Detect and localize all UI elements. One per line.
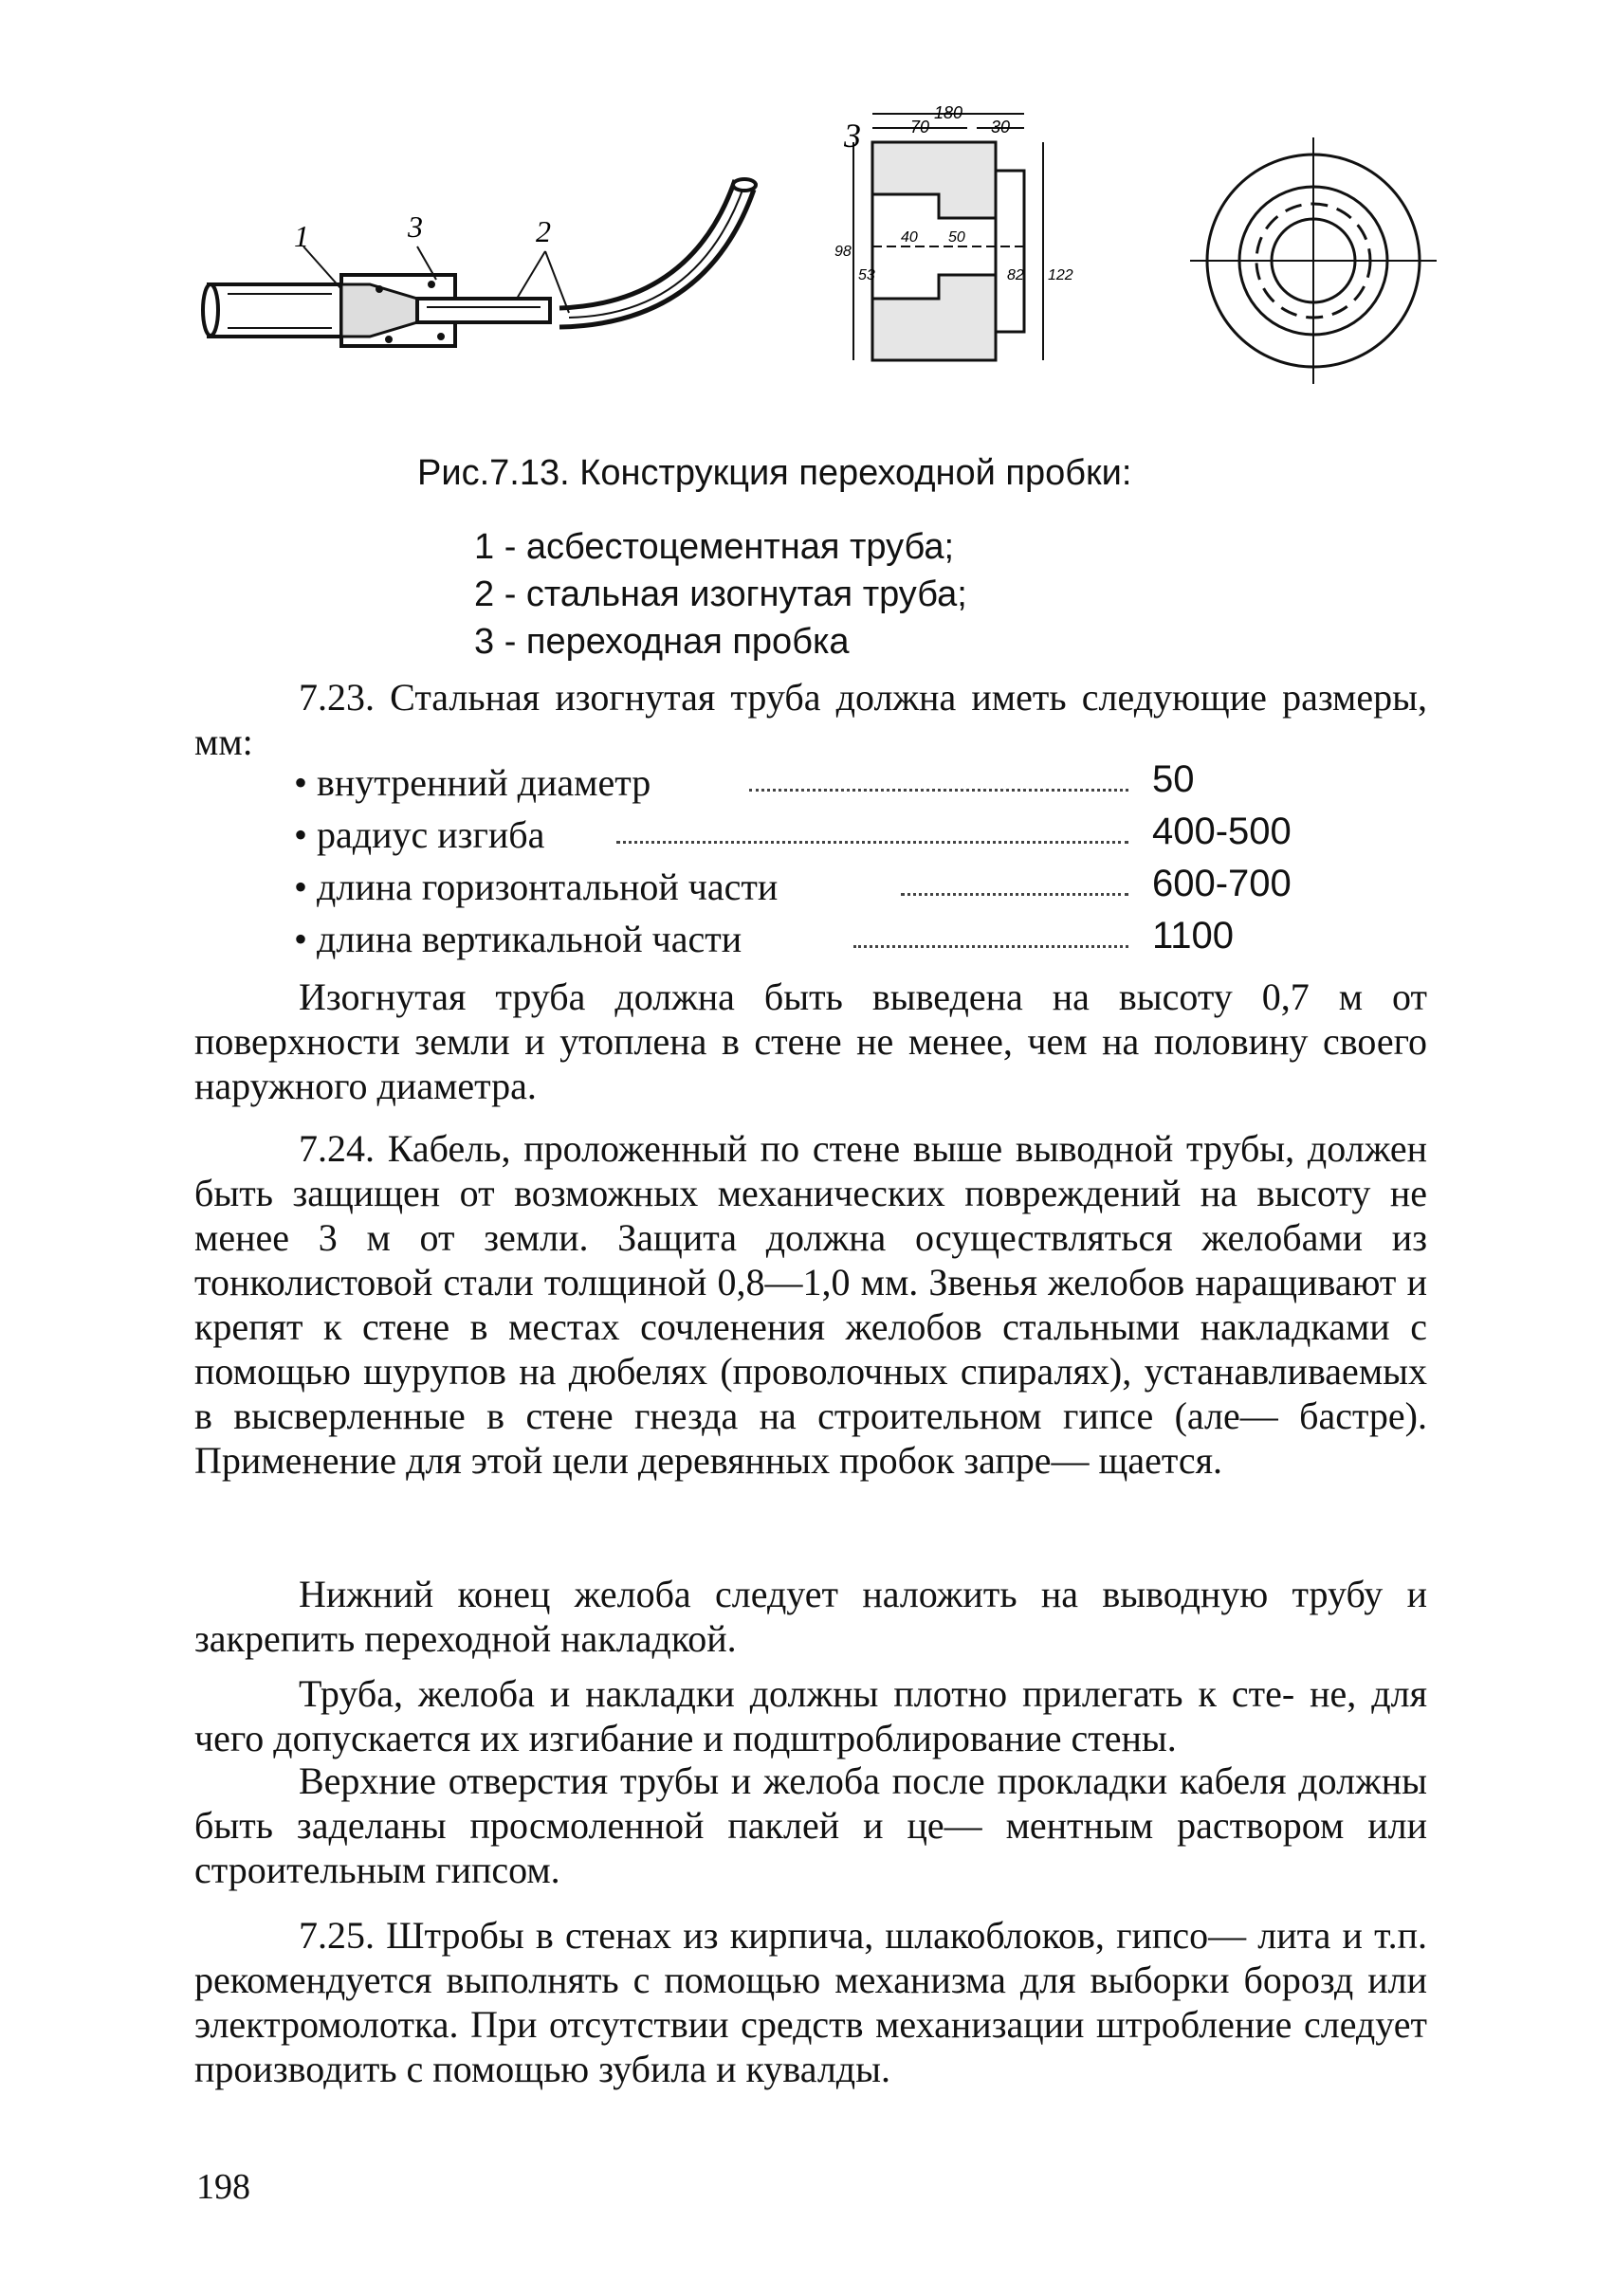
label-1: 1 — [294, 219, 309, 253]
legend-item: 1 - асбестоцементная труба; — [474, 527, 955, 567]
legend-item: 2 - стальная изогнутая труба; — [474, 574, 967, 614]
plug-end-view-drawing — [1190, 137, 1437, 384]
spec-row — [294, 812, 1337, 860]
figure-caption: Рис.7.13. Конструкция переходной пробки: — [417, 453, 1132, 493]
leader-dots — [853, 945, 1128, 948]
dim-70: 70 — [910, 118, 930, 137]
dim-122: 122 — [1048, 267, 1073, 283]
leader-dots — [749, 789, 1128, 792]
section-7-25-p1: 7.25. Штробы в стенах из кирпича, шлакоблоков, гипсо— лита и т.п. рекомендуется выполнять с помощью механизма для выборки борозд или электромолотка. При отсутствии средств механизации штробление следует производить с помощью зубила и кувалды. — [194, 1914, 1427, 2090]
section-7-23-note: Изогнутая труба должна быть выведена на высоту 0,7 м от поверхности земли и утоплена в стене не менее, чем на половину своего наружного диаметра. — [194, 975, 1427, 1107]
pipe-assembly-drawing — [203, 179, 756, 346]
spec-value: 600-700 — [1152, 863, 1292, 904]
spec-row — [294, 760, 1337, 808]
dim-30: 30 — [991, 118, 1011, 137]
spec-value: 400-500 — [1152, 811, 1292, 852]
spec-row — [294, 917, 1337, 964]
spec-label: • длина горизонтальной части — [294, 866, 779, 908]
label-2: 2 — [536, 214, 551, 248]
section-label-3: 3 — [844, 117, 861, 155]
spec-label: • длина вертикальной части — [294, 918, 742, 960]
page-number: 198 — [196, 2167, 250, 2207]
section-7-24-p4: Верхние отверстия трубы и желоба после прокладки кабеля должны быть заделаны просмоленной паклей и це— ментным раствором или строительным гипсом. — [194, 1759, 1427, 1891]
dim-50: 50 — [948, 229, 965, 246]
dim-180: 180 — [934, 104, 963, 122]
leader-dots — [901, 893, 1128, 896]
leader-dots — [616, 841, 1128, 844]
section-7-23-intro: 7.23. Стальная изогнутая труба должна иметь следующие размеры, мм: — [194, 676, 1427, 763]
dim-82: 82 — [1007, 267, 1024, 283]
spec-value: 50 — [1152, 758, 1195, 800]
dim-98: 98 — [834, 244, 852, 260]
figure-7-13 — [190, 104, 1441, 417]
spec-row — [294, 865, 1337, 912]
dim-53: 53 — [858, 267, 875, 283]
section-7-24-p1: 7.24. Кабель, проложенный по стене выше выводной трубы, должен быть защищен от возможных механических повреждений на высоту не менее 3 м от земли. Защита должна осуществляться желобами из тонколистовой стали толщиной 0,8—1,0 мм. Звенья желобов наращивают и крепят к стене в местах сочленения желобов стальными накладками с помощью шурупов на дюбелях (проволочных спиралях), устанавливаемых в высверленные в стене гнезда на строительном гипсе (але— бастре). Применение для этой цели деревянных пробок запре— щается. — [194, 1127, 1427, 1482]
dim-40: 40 — [901, 229, 918, 246]
figure-legend — [474, 523, 967, 665]
spec-label: • радиус изгиба — [294, 813, 545, 856]
label-3: 3 — [408, 210, 423, 244]
section-7-24-p2: Нижний конец желоба следует наложить на выводную трубу и закрепить переходной накладкой. — [194, 1573, 1427, 1660]
spec-value: 1100 — [1152, 915, 1235, 957]
section-7-24-p3: Труба, желоба и накладки должны плотно прилегать к сте- не, для чего допускается их изгибание и подштроблирование стены. — [194, 1672, 1427, 1759]
legend-item: 3 - переходная пробка — [474, 622, 850, 662]
spec-label: • внутренний диаметр — [294, 761, 651, 804]
